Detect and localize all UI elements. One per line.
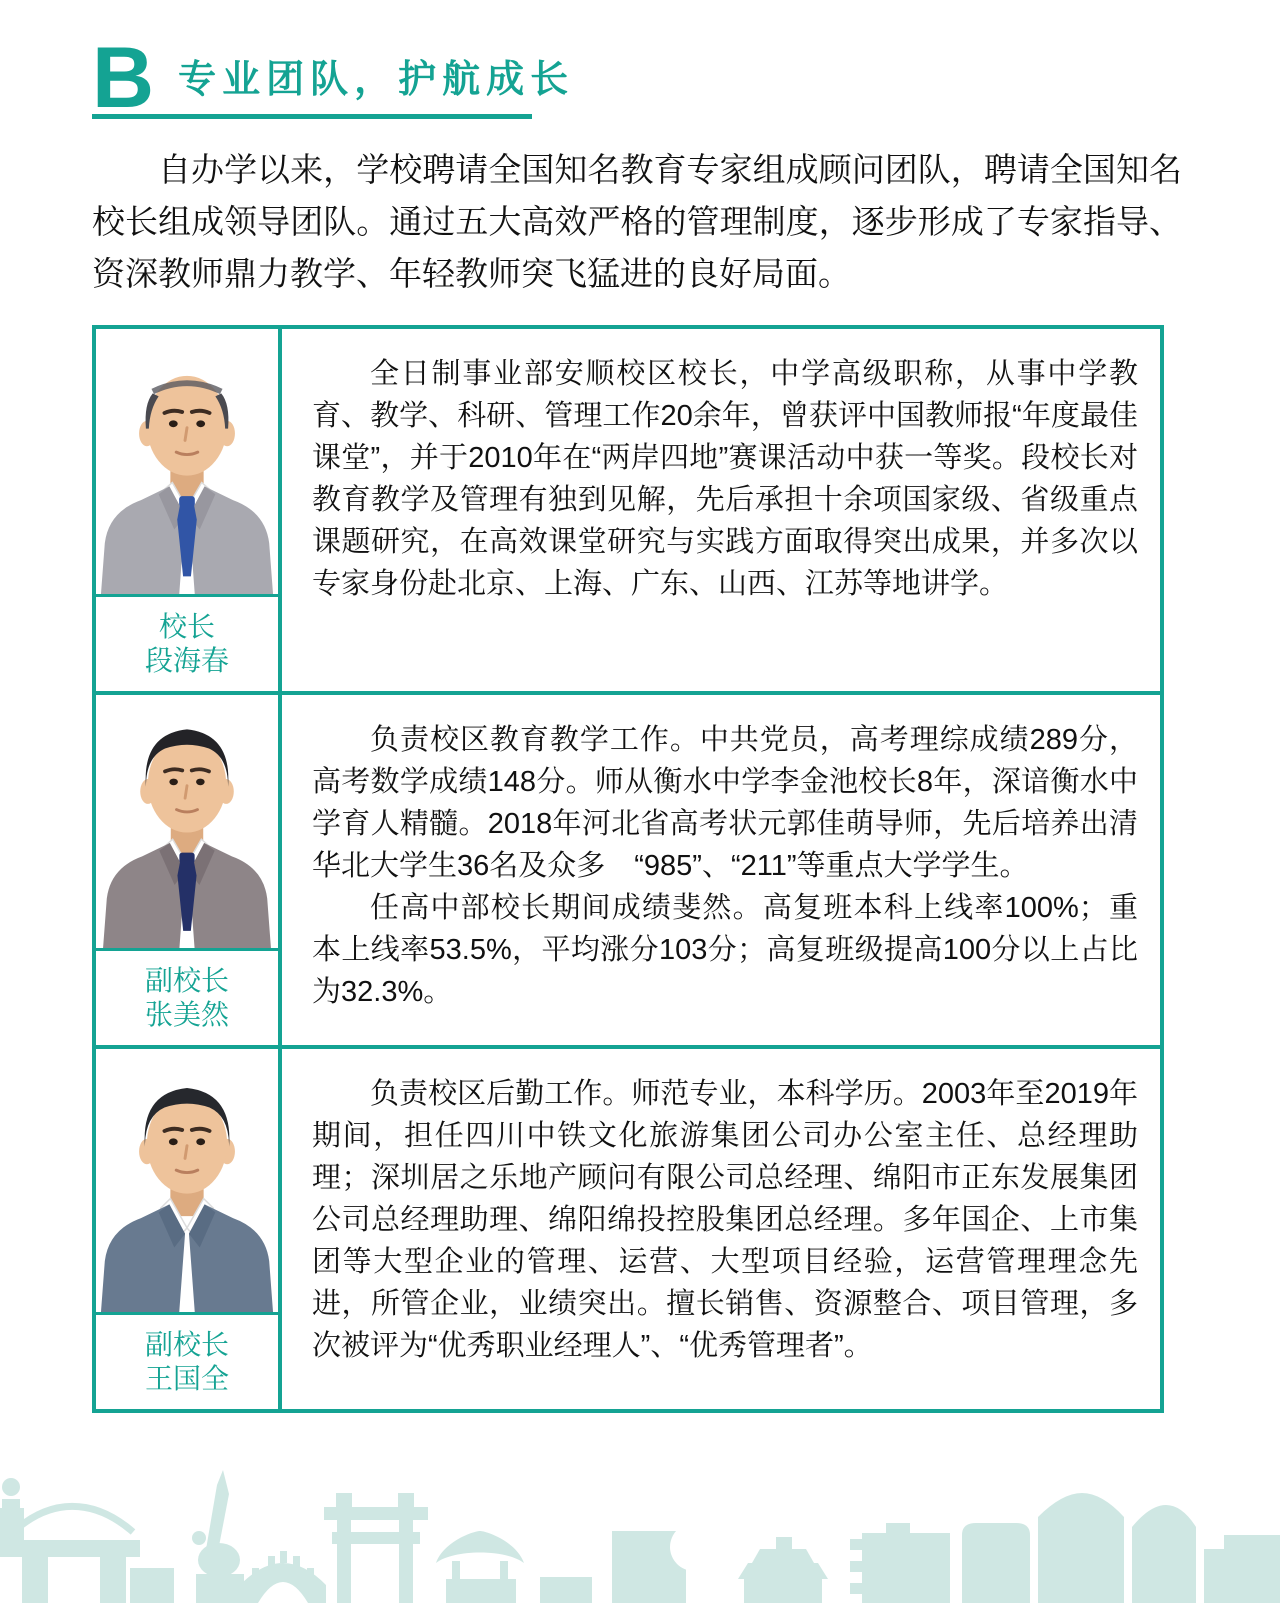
section-title: 专业团队，护航成长: [178, 59, 575, 101]
bio-cell: [282, 329, 1160, 691]
photo-cell: [96, 329, 282, 691]
bio-cell: [282, 1049, 1160, 1409]
person-portrait-icon: [96, 696, 278, 949]
caption: [96, 597, 278, 691]
bio-paragraph: 全日制事业部安顺校区校长，中学高级职称，从事中学教育、教学、科研、管理工作20余年，曾获评中国教师报“年度最佳课堂”，并于2010年在“两岸四地”赛课活动中获一等奖。段校长对教育教学及管理有独到见解，先后承担十余项国家级、省级重点课题研究，在高效课堂研究与实践方面取得突出成果，并多次以专家身份赴北京、上海、广东、山西、江苏等地讲学。: [312, 358, 1138, 600]
city-skyline-illustration: [0, 1437, 1280, 1603]
staff-title: 校长: [158, 611, 215, 642]
staff-title: 副校长: [144, 1329, 229, 1360]
leadership-table: [92, 325, 1164, 1413]
table-row: [96, 691, 1160, 1045]
bio-paragraph: 负责校区教育教学工作。中共党员，高考理综成绩289分，高考数学成绩148分。师从衡水中学李金池校长8年，深谙衡水中学育人精髓。2018年河北省高考状元郭佳萌导师，先后培养出清华北大学生36名及众多 “985”、“211”等重点大学学生。: [312, 724, 1138, 882]
caption: [96, 951, 278, 1045]
portrait-photo: [96, 329, 278, 597]
person-portrait-icon: [96, 330, 278, 595]
staff-name: 张美然: [144, 999, 229, 1030]
bio-cell: [282, 695, 1160, 1045]
bio-paragraph: 任高中部校长期间成绩斐然。高复班本科上线率100%；重本上线率53.5%，平均涨分103分；高复班级提高100分以上占比为32.3%。: [312, 892, 1138, 1008]
table-row: [96, 329, 1160, 691]
staff-name: 段海春: [144, 645, 229, 676]
person-portrait-icon: [96, 1050, 278, 1313]
bio-paragraph: 负责校区后勤工作。师范专业，本科学历。2003年至2019年期间，担任四川中铁文化旅游集团公司办公室主任、总经理助理；深圳居之乐地产顾问有限公司总经理、绵阳市正东发展集团公司总经理助理、绵阳绵投控股集团总经理。多年国企、上市集团等大型企业的管理、运营、大型项目经验，运营管理理念先进，所管企业，业绩突出。擅长销售、资源整合、项目管理，多次被评为“优秀职业经理人”、“优秀管理者”。: [312, 1078, 1138, 1362]
portrait-photo: [96, 695, 278, 951]
section-header: [92, 30, 575, 126]
photo-cell: [96, 1049, 282, 1409]
staff-name: 王国全: [144, 1363, 229, 1394]
intro-paragraph: 自办学以来，学校聘请全国知名教育专家组成顾问团队，聘请全国知名校长组成领导团队。通过五大高效严格的管理制度，逐步形成了专家指导、资深教师鼎力教学、年轻教师突飞猛进的良好局面。: [92, 151, 1182, 292]
section-letter-badge: B: [92, 30, 155, 126]
table-row: [96, 1045, 1160, 1409]
photo-cell: [96, 695, 282, 1045]
staff-title: 副校长: [144, 965, 229, 996]
caption: [96, 1315, 278, 1409]
portrait-photo: [96, 1049, 278, 1315]
